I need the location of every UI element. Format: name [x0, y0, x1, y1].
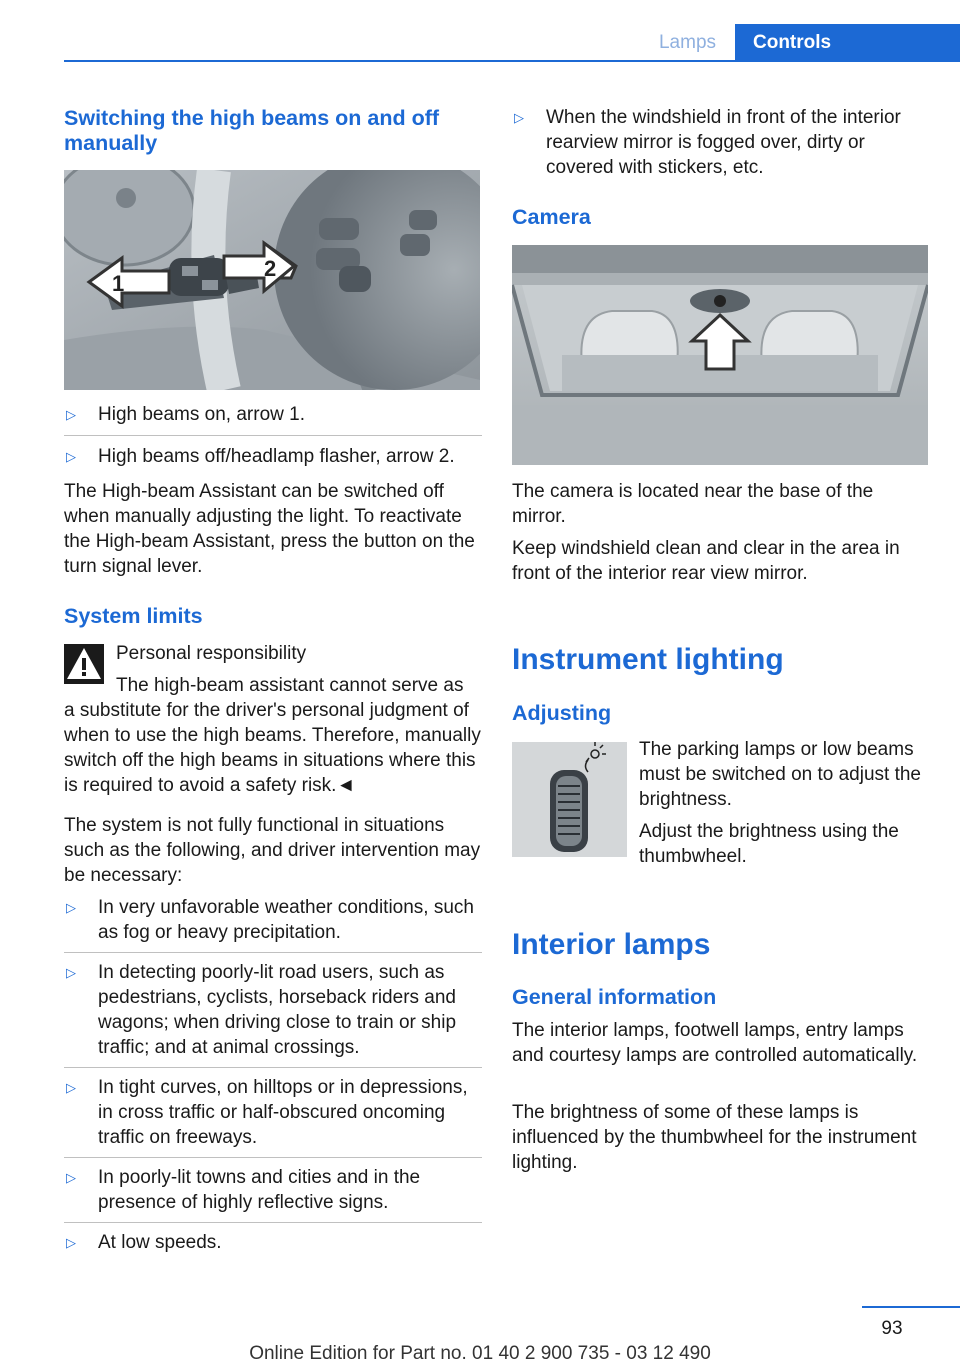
page-number: 93 — [881, 1318, 903, 1339]
list-item: ▷ When the windshield in front of the interior rearview mirror is fogged over, dirty or covered with stickers, etc. — [514, 107, 901, 178]
general-text-1: The interior lamps, footwell lamps, entry lamps and courtesy lamps are controlled automatically. — [512, 1020, 918, 1066]
adjusting-text-2: Adjust the brightness using the thumbwheel. — [639, 821, 899, 867]
triangle-right-icon: ▷ — [66, 1170, 76, 1185]
triangle-right-icon: ▷ — [66, 1235, 76, 1250]
header-rule — [64, 60, 960, 62]
triangle-right-icon: ▷ — [66, 900, 76, 915]
heading-instrument-lighting: Instrument lighting — [512, 643, 784, 676]
footer-edition-text: Online Edition for Part no. 01 40 2 900 735 - 03 12 490 — [249, 1343, 711, 1364]
figure-label-1: 1 — [112, 271, 125, 296]
warning-title: Personal responsibility — [116, 643, 307, 664]
header-chapter-controls: Controls — [735, 24, 960, 61]
list-item: ▷ In very unfavorable weather conditions, such as fog or heavy precipitation. — [66, 897, 474, 943]
header-section-lamps: Lamps — [658, 32, 717, 53]
limits-bullets — [64, 895, 482, 1255]
figure-turn-signal-lever — [64, 170, 480, 390]
heading-interior-lamps: Interior lamps — [512, 928, 711, 961]
heading-general-information: General information — [512, 985, 717, 1009]
warning-text-rest: a substitute for the driver's personal judgment of when to use the high beams. Therefore, manually switch off the high beams in situations where this is required to avoid a safety risk.◄ — [64, 700, 481, 796]
list-item: ▷ In poorly-lit towns and cities and in the presence of highly reflective signs. — [64, 1157, 482, 1215]
list-item: ▷ High beams on, arrow 1. — [66, 404, 305, 425]
triangle-right-icon: ▷ — [66, 449, 76, 464]
camera-location-text: The camera is located near the base of the mirror. — [512, 481, 874, 527]
heading-camera: Camera — [512, 205, 591, 229]
list-item: ▷ High beams off/headlamp flasher, arrow 2. — [64, 435, 482, 469]
adjusting-text-1: The parking lamps or low beams must be switched on to adjust the brightness. — [639, 739, 921, 810]
camera-keep-clean-text: Keep windshield clean and clear in the area in front of the interior rear view mirror. — [512, 538, 900, 584]
triangle-right-icon: ▷ — [66, 1080, 76, 1095]
heading-high-beams: Switching the high beams on and off manually — [64, 106, 440, 155]
list-item: ▷ In detecting poorly-lit road users, such as pedestrians, cyclists, horseback riders and wagons; when driving close to train or ship traffic; and at animal crossings. — [64, 952, 482, 1060]
footer-rule — [862, 1306, 960, 1308]
reactivate-paragraph: The High-beam Assistant can be switched off when manually adjusting the light. To reactivate the High-beam Assistant, press the button on the turn signal lever. — [64, 481, 475, 577]
figure-label-2: 2 — [264, 256, 277, 281]
heading-system-limits: System limits — [64, 604, 203, 628]
list-item: ▷ In tight curves, on hilltops or in depressions, in cross traffic or half-obscured oncoming traffic on freeways. — [64, 1067, 482, 1150]
windshield-bullet — [512, 105, 930, 180]
triangle-right-icon: ▷ — [66, 965, 76, 980]
warning-triangle-icon — [64, 644, 104, 684]
high-beam-bullets — [64, 402, 482, 469]
thumbwheel-icon — [512, 742, 627, 857]
triangle-right-icon: ▷ — [66, 407, 76, 422]
triangle-right-icon: ▷ — [514, 110, 524, 125]
general-text-2: The brightness of some of these lamps is influenced by the thumbwheel for the instrument lighting. — [512, 1102, 917, 1173]
figure-camera — [512, 245, 928, 465]
list-item: ▷ At low speeds. — [64, 1222, 482, 1255]
heading-adjusting: Adjusting — [512, 701, 612, 725]
warning-text-first: The high-beam assistant cannot serve as — [116, 675, 464, 696]
limits-intro: The system is not fully functional in situations such as the following, and driver intervention may be necessary: — [64, 815, 481, 886]
